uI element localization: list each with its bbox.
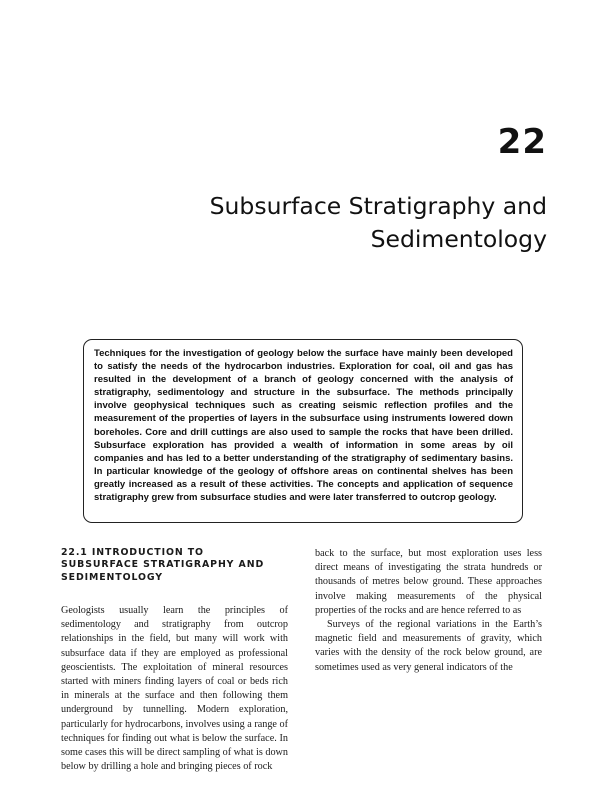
body-paragraph-1 [61,604,288,774]
chapter-abstract: Techniques for the investigation of geology below the surface have mainly been developed to satisfy the needs of the hydrocarbon industries. Exploration for coal, oil and gas has resulted in the development of a branch of geology concerned with the analysis of stratigraphy, sedimentology and structure in the subsurface. The methods principally involve geophysical techniques such as creating seismic reflection profiles and the measurement of the properties of layers in the subsurface using instruments lowered down boreholes. Core and drill cuttings are also used to sample the rocks that have been drilled. Subsurface exploration has provided a wealth of information in some areas by oil companies and has led to a better understanding of the stratigraphy of sedimentary basins. In particular knowledge of the geology of offshore areas on continental shelves has been greatly increased as a result of these activities. The concepts and application of sequence stratigraphy grew from subsurface studies and were later transferred to outcrop geology. [83,339,523,523]
para1-text-continued: back to the surface, but most exploration uses less direct means of investigating the strata hundreds or thousands of metres below ground. These approaches involve making measurements of the physical properties of the rocks and are hence referred to as [315,548,542,616]
section-heading [61,547,288,584]
section-heading-line-1: 22.1 INTRODUCTION TO [61,547,204,558]
left-column [61,547,288,774]
chapter-number: 22 [497,122,547,162]
chapter-title [127,190,547,256]
section-heading-line-3: SEDIMENTOLOGY [61,571,163,583]
chapter-title-line-1: Subsurface Stratigraphy and [209,192,547,220]
section-heading-line-2: SUBSURFACE STRATIGRAPHY AND [61,559,265,571]
chapter-title-line-2: Sedimentology [370,225,547,253]
right-column [315,547,542,675]
body-paragraph-1-continued [315,547,542,618]
body-paragraph-2: Surveys of the regional variations in the Earth’s magnetic field and measurements of gravity, which varies with the density of the rock below ground, are sometimes used as very general indicators of the [315,619,542,673]
para1-text: Geologists usually learn the principles of sedimentology and stratigraphy from outcrop relationships in the field, but many will work with subsurface data if they are employed as professional geoscientists. The exploitation of mineral resources started with miners finding layers of coal or beds rich in minerals at the surface and then following them underground by tunnelling. Modern exploration, particularly for hydrocarbons, involves using a range of techniques for finding out what is below the surface. In some cases this will be direct sampling of what is down below by drilling a hole and bringing pieces of rock [61,604,288,773]
